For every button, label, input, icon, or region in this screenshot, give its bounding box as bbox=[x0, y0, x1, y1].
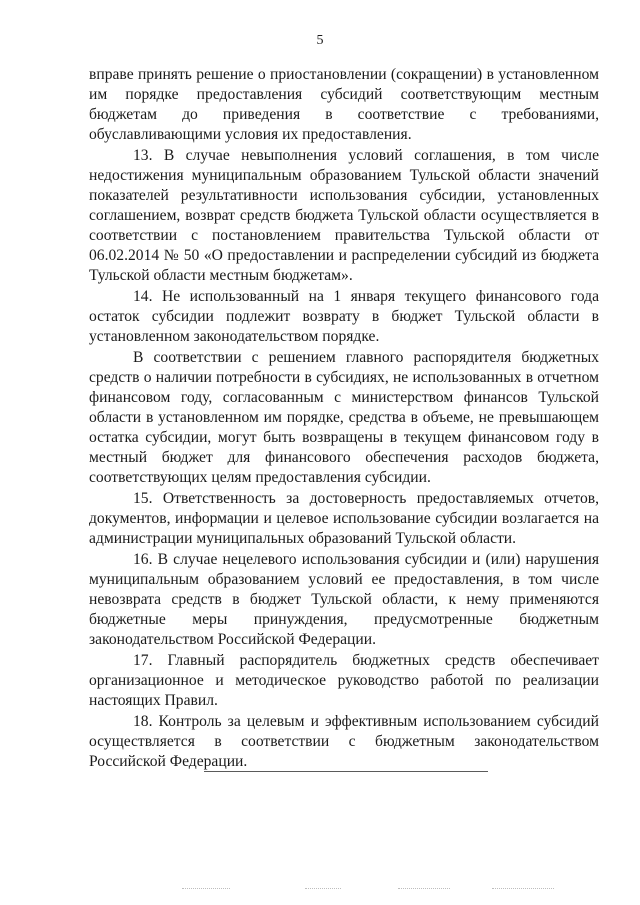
paragraph-16: 16. В случае нецелевого использования субсидии и (или) нарушения муниципальным образованием условий ее предоставления, в том числе невозврата средств в бюджет Тульской области, к нему применяются бюджетные меры принуждения, предусмотренные бюджетным законодательством Российской Федерации. bbox=[89, 551, 599, 648]
paragraph-15: 15. Ответственность за достоверность предоставляемых отчетов, документов, информации и целевое использование субсидии возлагается на администрации муниципальных образований Тульской области. bbox=[89, 490, 599, 547]
page-number: 5 bbox=[316, 33, 324, 48]
paragraph-13: 13. В случае невыполнения условий соглашения, в том числе недостижения муниципальным образованием Тульской области значений показателей результативности использования субсидии, установленных соглашением, возврат средств бюджета Тульской области осуществляется в соответствии с постановлением правительства Тульской области от 06.02.2014 № 50 «О предоставлении и распределении субсидий из бюджета Тульской области местным бюджетам». bbox=[89, 147, 599, 284]
paragraph-14-continued: В соответствии с решением главного распорядителя бюджетных средств о наличии потребности в субсидиях, не использованных в отчетном финансовом году, согласованным с министерством финансов Тульской области в установленном им порядке, средства в объеме, не превышающем остатка субсидии, могут быть возвращены в текущем финансовом году в местный бюджет для финансового обеспечения расходов бюджета, соответствующих целям предоставления субсидии. bbox=[89, 349, 599, 486]
paragraph-14: 14. Не использованный на 1 января текущего финансового года остаток субсидии подлежит возврату в бюджет Тульской области в установленном законодательством порядке. bbox=[89, 288, 599, 345]
document-body bbox=[89, 65, 599, 772]
paragraph-continuation: вправе принять решение о приостановлении (сокращении) в установленном им порядке предоставления субсидий соответствующим местным бюджетам до приведения в соответствие с требованиями, обуславливающими условия их предоставления. bbox=[89, 66, 599, 143]
scan-artifact bbox=[305, 888, 341, 889]
scan-artifact bbox=[182, 888, 230, 889]
paragraph-18: 18. Контроль за целевым и эффективным использованием субсидий осуществляется в соответствии с бюджетным законодательством Российской Федерации. bbox=[89, 713, 599, 770]
paragraph-17: 17. Главный распорядитель бюджетных средств обеспечивает организационное и методическое руководство работой по реализации настоящих Правил. bbox=[89, 652, 599, 709]
scan-artifact bbox=[398, 888, 450, 889]
scan-artifact bbox=[492, 888, 554, 889]
closing-divider bbox=[204, 771, 488, 772]
